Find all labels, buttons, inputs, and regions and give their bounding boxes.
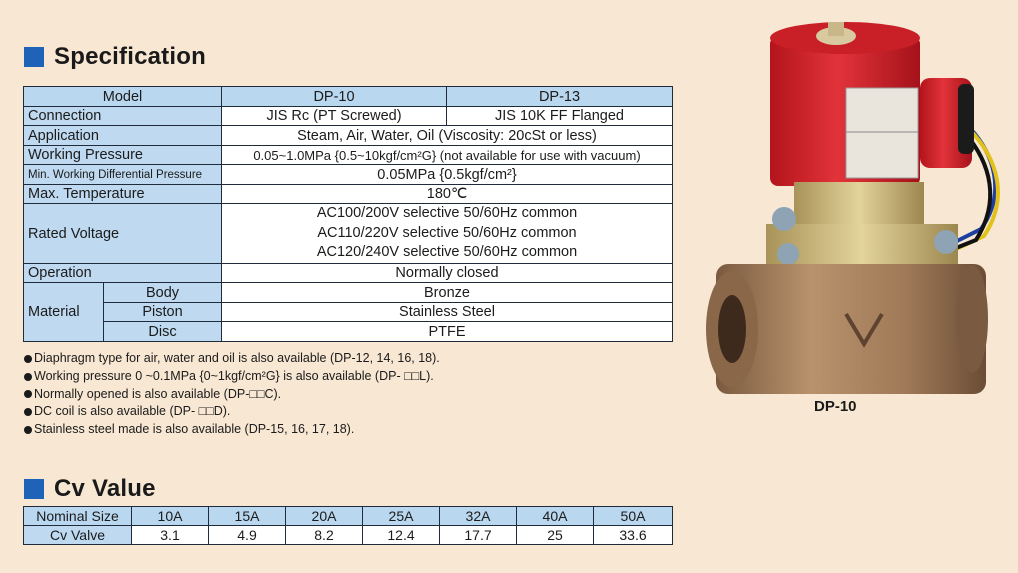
material-disc-label: Disc — [104, 322, 222, 342]
table-row — [24, 526, 673, 545]
operation-label: Operation — [24, 264, 222, 283]
material-body-value: Bronze — [222, 283, 673, 303]
operation-value: Normally closed — [222, 264, 673, 283]
min-pressure-value: 0.05MPa {0.5kgf/cm²} — [222, 165, 673, 185]
note-item: Stainless steel made is also available (DP-15, 16, 17, 18). — [24, 421, 440, 439]
note-item: Diaphragm type for air, water and oil is also available (DP-12, 14, 16, 18). — [24, 350, 440, 368]
application-value: Steam, Air, Water, Oil (Viscosity: 20cSt or less) — [222, 126, 673, 146]
application-label: Application — [24, 126, 222, 146]
bullet-icon — [24, 373, 32, 381]
note-item: Normally opened is also available (DP-□□C). — [24, 386, 440, 404]
size-cell: 20A — [286, 507, 363, 526]
cv-cell: 8.2 — [286, 526, 363, 545]
working-pressure-value: 0.05~1.0MPa {0.5~10kgf/cm²G} (not available for use with vacuum) — [222, 146, 673, 165]
cv-cell: 3.1 — [132, 526, 209, 545]
size-cell: 25A — [363, 507, 440, 526]
table-row — [24, 507, 673, 526]
table-row — [24, 283, 673, 303]
rated-voltage-value — [222, 204, 673, 264]
working-pressure-label: Working Pressure — [24, 146, 222, 165]
material-piston-value: Stainless Steel — [222, 303, 673, 322]
size-cell: 32A — [440, 507, 517, 526]
note-item: DC coil is also available (DP- □□D). — [24, 403, 440, 421]
voltage-line: AC120/240V selective 50/60Hz common — [316, 244, 578, 261]
note-item: Working pressure 0 ~0.1MPa {0~1kgf/cm²G} is also available (DP- □□L). — [24, 368, 440, 386]
material-body-label: Body — [104, 283, 222, 303]
connection-label: Connection — [24, 107, 222, 126]
max-temperature-label: Max. Temperature — [24, 185, 222, 204]
bullet-icon — [24, 355, 32, 363]
size-cell: 10A — [132, 507, 209, 526]
header-dp13: DP-13 — [447, 87, 673, 107]
material-label: Material — [24, 283, 104, 342]
table-row — [24, 126, 673, 146]
table-row — [24, 107, 673, 126]
cv-cell: 12.4 — [363, 526, 440, 545]
header-dp10: DP-10 — [222, 87, 447, 107]
size-cell: 15A — [209, 507, 286, 526]
table-row — [24, 322, 673, 342]
heading-square-icon — [24, 47, 44, 67]
heading-square-icon — [24, 479, 44, 499]
size-cell: 50A — [594, 507, 673, 526]
specification-heading — [24, 43, 206, 71]
table-row — [24, 146, 673, 165]
cv-value-table — [23, 506, 673, 545]
cv-valve-label: Cv Valve — [24, 526, 132, 545]
min-pressure-label: Min. Working Differential Pressure — [24, 165, 222, 185]
specification-table — [23, 86, 673, 342]
header-model: Model — [24, 87, 222, 107]
cv-value-heading — [24, 475, 156, 503]
voltage-line: AC100/200V selective 50/60Hz common — [316, 205, 578, 222]
table-row — [24, 264, 673, 283]
cv-cell: 25 — [517, 526, 594, 545]
bullet-icon — [24, 408, 32, 416]
notes-list — [24, 350, 440, 439]
table-row — [24, 185, 673, 204]
table-row — [24, 204, 673, 264]
cv-cell: 17.7 — [440, 526, 517, 545]
voltage-line: AC110/220V selective 50/60Hz common — [317, 224, 577, 241]
solenoid-valve-image — [696, 14, 1008, 402]
size-cell: 40A — [517, 507, 594, 526]
bullet-icon — [24, 390, 32, 398]
table-row — [24, 87, 673, 107]
product-caption: DP-10 — [814, 398, 857, 415]
connection-dp13: JIS 10K FF Flanged — [447, 107, 673, 126]
connection-dp10: JIS Rc (PT Screwed) — [222, 107, 447, 126]
material-disc-value: PTFE — [222, 322, 673, 342]
table-row — [24, 165, 673, 185]
cv-value-title: Cv Value — [54, 475, 156, 502]
rated-voltage-label: Rated Voltage — [24, 204, 222, 264]
cv-cell: 33.6 — [594, 526, 673, 545]
nominal-size-label: Nominal Size — [24, 507, 132, 526]
table-row — [24, 303, 673, 322]
material-piston-label: Piston — [104, 303, 222, 322]
max-temperature-value: 180℃ — [222, 185, 673, 204]
bullet-icon — [24, 426, 32, 434]
cv-cell: 4.9 — [209, 526, 286, 545]
specification-title: Specification — [54, 43, 206, 70]
